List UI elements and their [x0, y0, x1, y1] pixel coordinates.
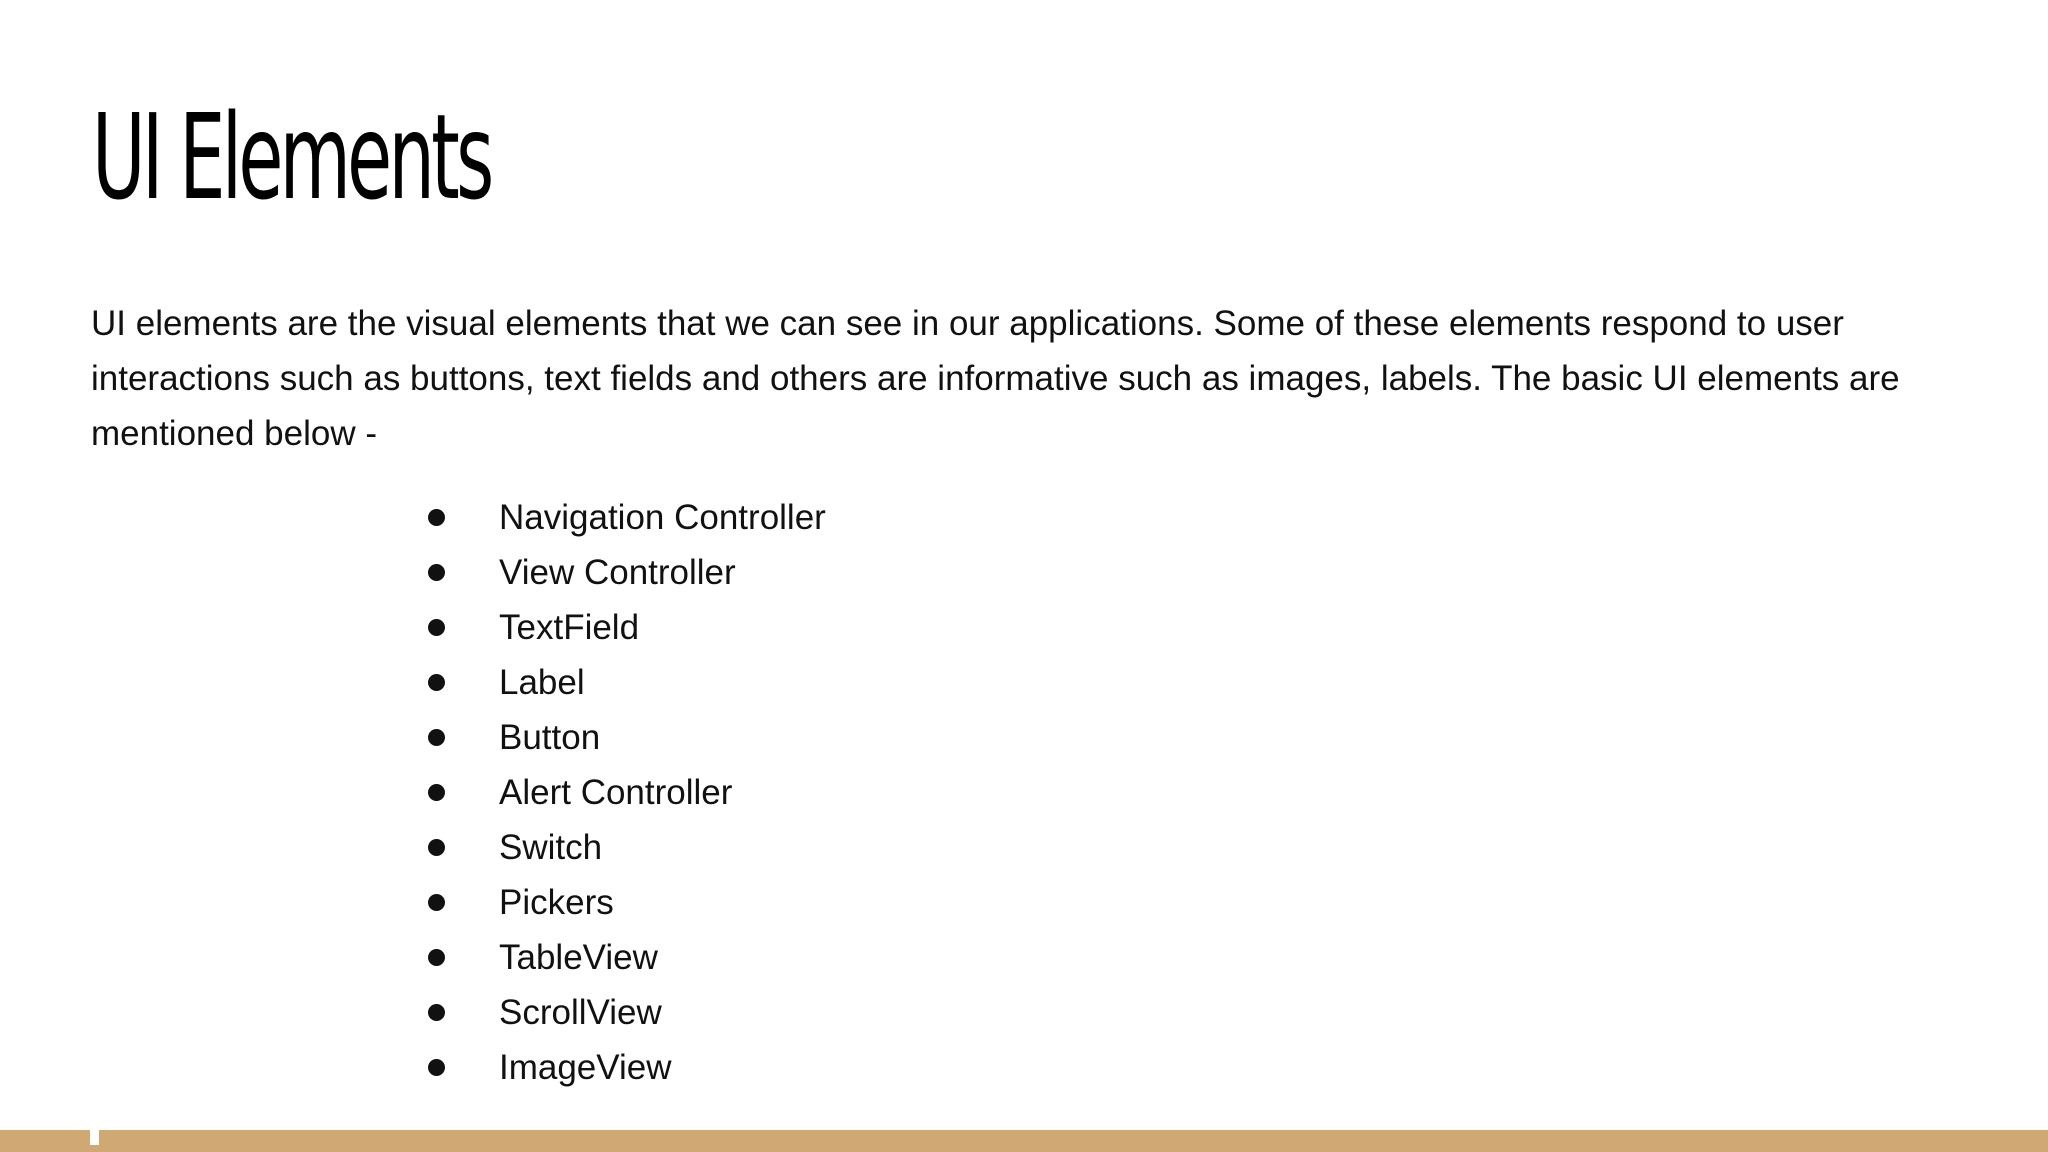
bullet-icon — [428, 674, 445, 691]
intro-paragraph: UI elements are the visual elements that we can see in our applications. Some of these elements respond to user interactions such as buttons, text fields and others are informative such as images, labels. The basic UI elements are mentioned below - — [91, 304, 1900, 453]
bullet-icon — [428, 619, 445, 636]
list-item — [428, 875, 826, 930]
list-item-label: Navigation Controller — [499, 498, 826, 537]
list-item — [428, 710, 826, 765]
bullet-icon — [428, 894, 445, 911]
slide-title: UI Elements — [92, 88, 491, 226]
ui-elements-list — [428, 490, 826, 1095]
bullet-icon — [428, 784, 445, 801]
list-item — [428, 820, 826, 875]
list-item-label: Button — [499, 718, 601, 757]
bullet-icon — [428, 564, 445, 581]
list-item — [428, 985, 826, 1040]
bullet-icon — [428, 1004, 445, 1021]
footer-notch — [90, 1130, 99, 1145]
bullet-icon — [428, 729, 445, 746]
list-item-label: ImageView — [499, 1048, 672, 1087]
list-item — [428, 490, 826, 545]
list-item — [428, 655, 826, 710]
list-item-label: Pickers — [499, 883, 614, 922]
footer-accent-bar — [0, 1130, 2048, 1152]
list-item-label: Label — [499, 663, 585, 702]
list-item — [428, 1040, 826, 1095]
list-item-label: TableView — [499, 938, 658, 977]
list-item-label: ScrollView — [499, 993, 662, 1032]
list-item-label: Switch — [499, 828, 603, 867]
bullet-icon — [428, 509, 445, 526]
bullet-icon — [428, 1059, 445, 1076]
list-item-label: TextField — [499, 608, 640, 647]
list-item — [428, 600, 826, 655]
list-item — [428, 545, 826, 600]
list-item — [428, 765, 826, 820]
bullet-icon — [428, 949, 445, 966]
list-item — [428, 930, 826, 985]
list-item-label: View Controller — [499, 553, 736, 592]
bullet-icon — [428, 839, 445, 856]
list-item-label: Alert Controller — [499, 773, 733, 812]
